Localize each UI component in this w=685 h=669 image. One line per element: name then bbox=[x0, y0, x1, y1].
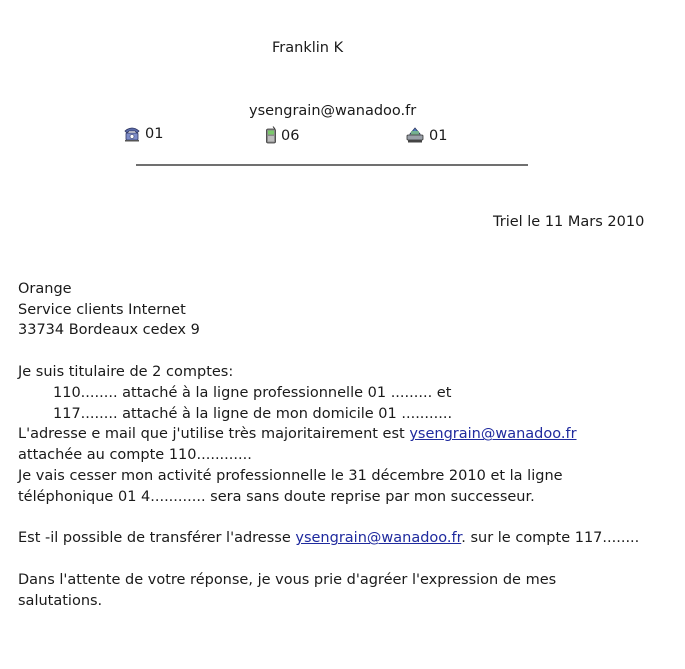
question-suffix: . sur le compte 117........ bbox=[461, 530, 640, 547]
phone-icon bbox=[123, 126, 141, 142]
contact-phone-number: 01 bbox=[145, 126, 164, 142]
paragraph-gap bbox=[18, 508, 639, 529]
date-line: Triel le 11 Mars 2010 bbox=[493, 214, 645, 230]
email-line bbox=[18, 424, 639, 445]
contact-fax bbox=[405, 126, 447, 144]
sender-name: Franklin K bbox=[272, 40, 344, 56]
contact-mobile-number: 06 bbox=[281, 128, 300, 144]
email-line-cont: attachée au compte 110............ bbox=[18, 447, 252, 464]
contact-mobile bbox=[265, 126, 299, 144]
account-line-2: 117........ attaché à la ligne de mon domicile 01 ........... bbox=[53, 405, 453, 422]
account-line-1: 110........ attaché à la ligne professionnelle 01 ......... et bbox=[53, 384, 452, 401]
paragraph-gap bbox=[18, 549, 639, 570]
contact-phone bbox=[123, 126, 163, 142]
sender-email: ysengrain@wanadoo.fr bbox=[249, 103, 417, 119]
closing-line-1: Dans l'attente de votre réponse, je vous prie d'agréer l'expression de mes bbox=[18, 571, 557, 588]
question-line bbox=[18, 528, 639, 549]
cessation-line-2: téléphonique 01 4............ sera sans doute reprise par mon successeur. bbox=[18, 488, 535, 505]
fax-icon bbox=[405, 126, 425, 144]
recipient-line-1: Orange bbox=[18, 281, 72, 297]
contact-fax-number: 01 bbox=[429, 128, 448, 144]
recipient-address bbox=[18, 279, 200, 341]
letter-body bbox=[18, 362, 639, 612]
email-line-text: L'adresse e mail que j'utilise très majoritairement est bbox=[18, 426, 410, 443]
question-email-link[interactable]: ysengrain@wanadoo.fr bbox=[295, 530, 462, 547]
question-prefix: Est -il possible de transférer l'adresse bbox=[18, 530, 296, 547]
closing-line-2: salutations. bbox=[18, 592, 103, 609]
intro-line: Je suis titulaire de 2 comptes: bbox=[18, 364, 234, 380]
cessation-line-1: Je vais cesser mon activité professionnelle le 31 décembre 2010 et la ligne bbox=[18, 467, 563, 484]
recipient-line-3: 33734 Bordeaux cedex 9 bbox=[18, 322, 200, 338]
header-divider bbox=[136, 164, 528, 166]
recipient-line-2: Service clients Internet bbox=[18, 301, 186, 318]
email-link[interactable]: ysengrain@wanadoo.fr bbox=[409, 426, 577, 443]
mobile-phone-icon bbox=[265, 126, 277, 144]
